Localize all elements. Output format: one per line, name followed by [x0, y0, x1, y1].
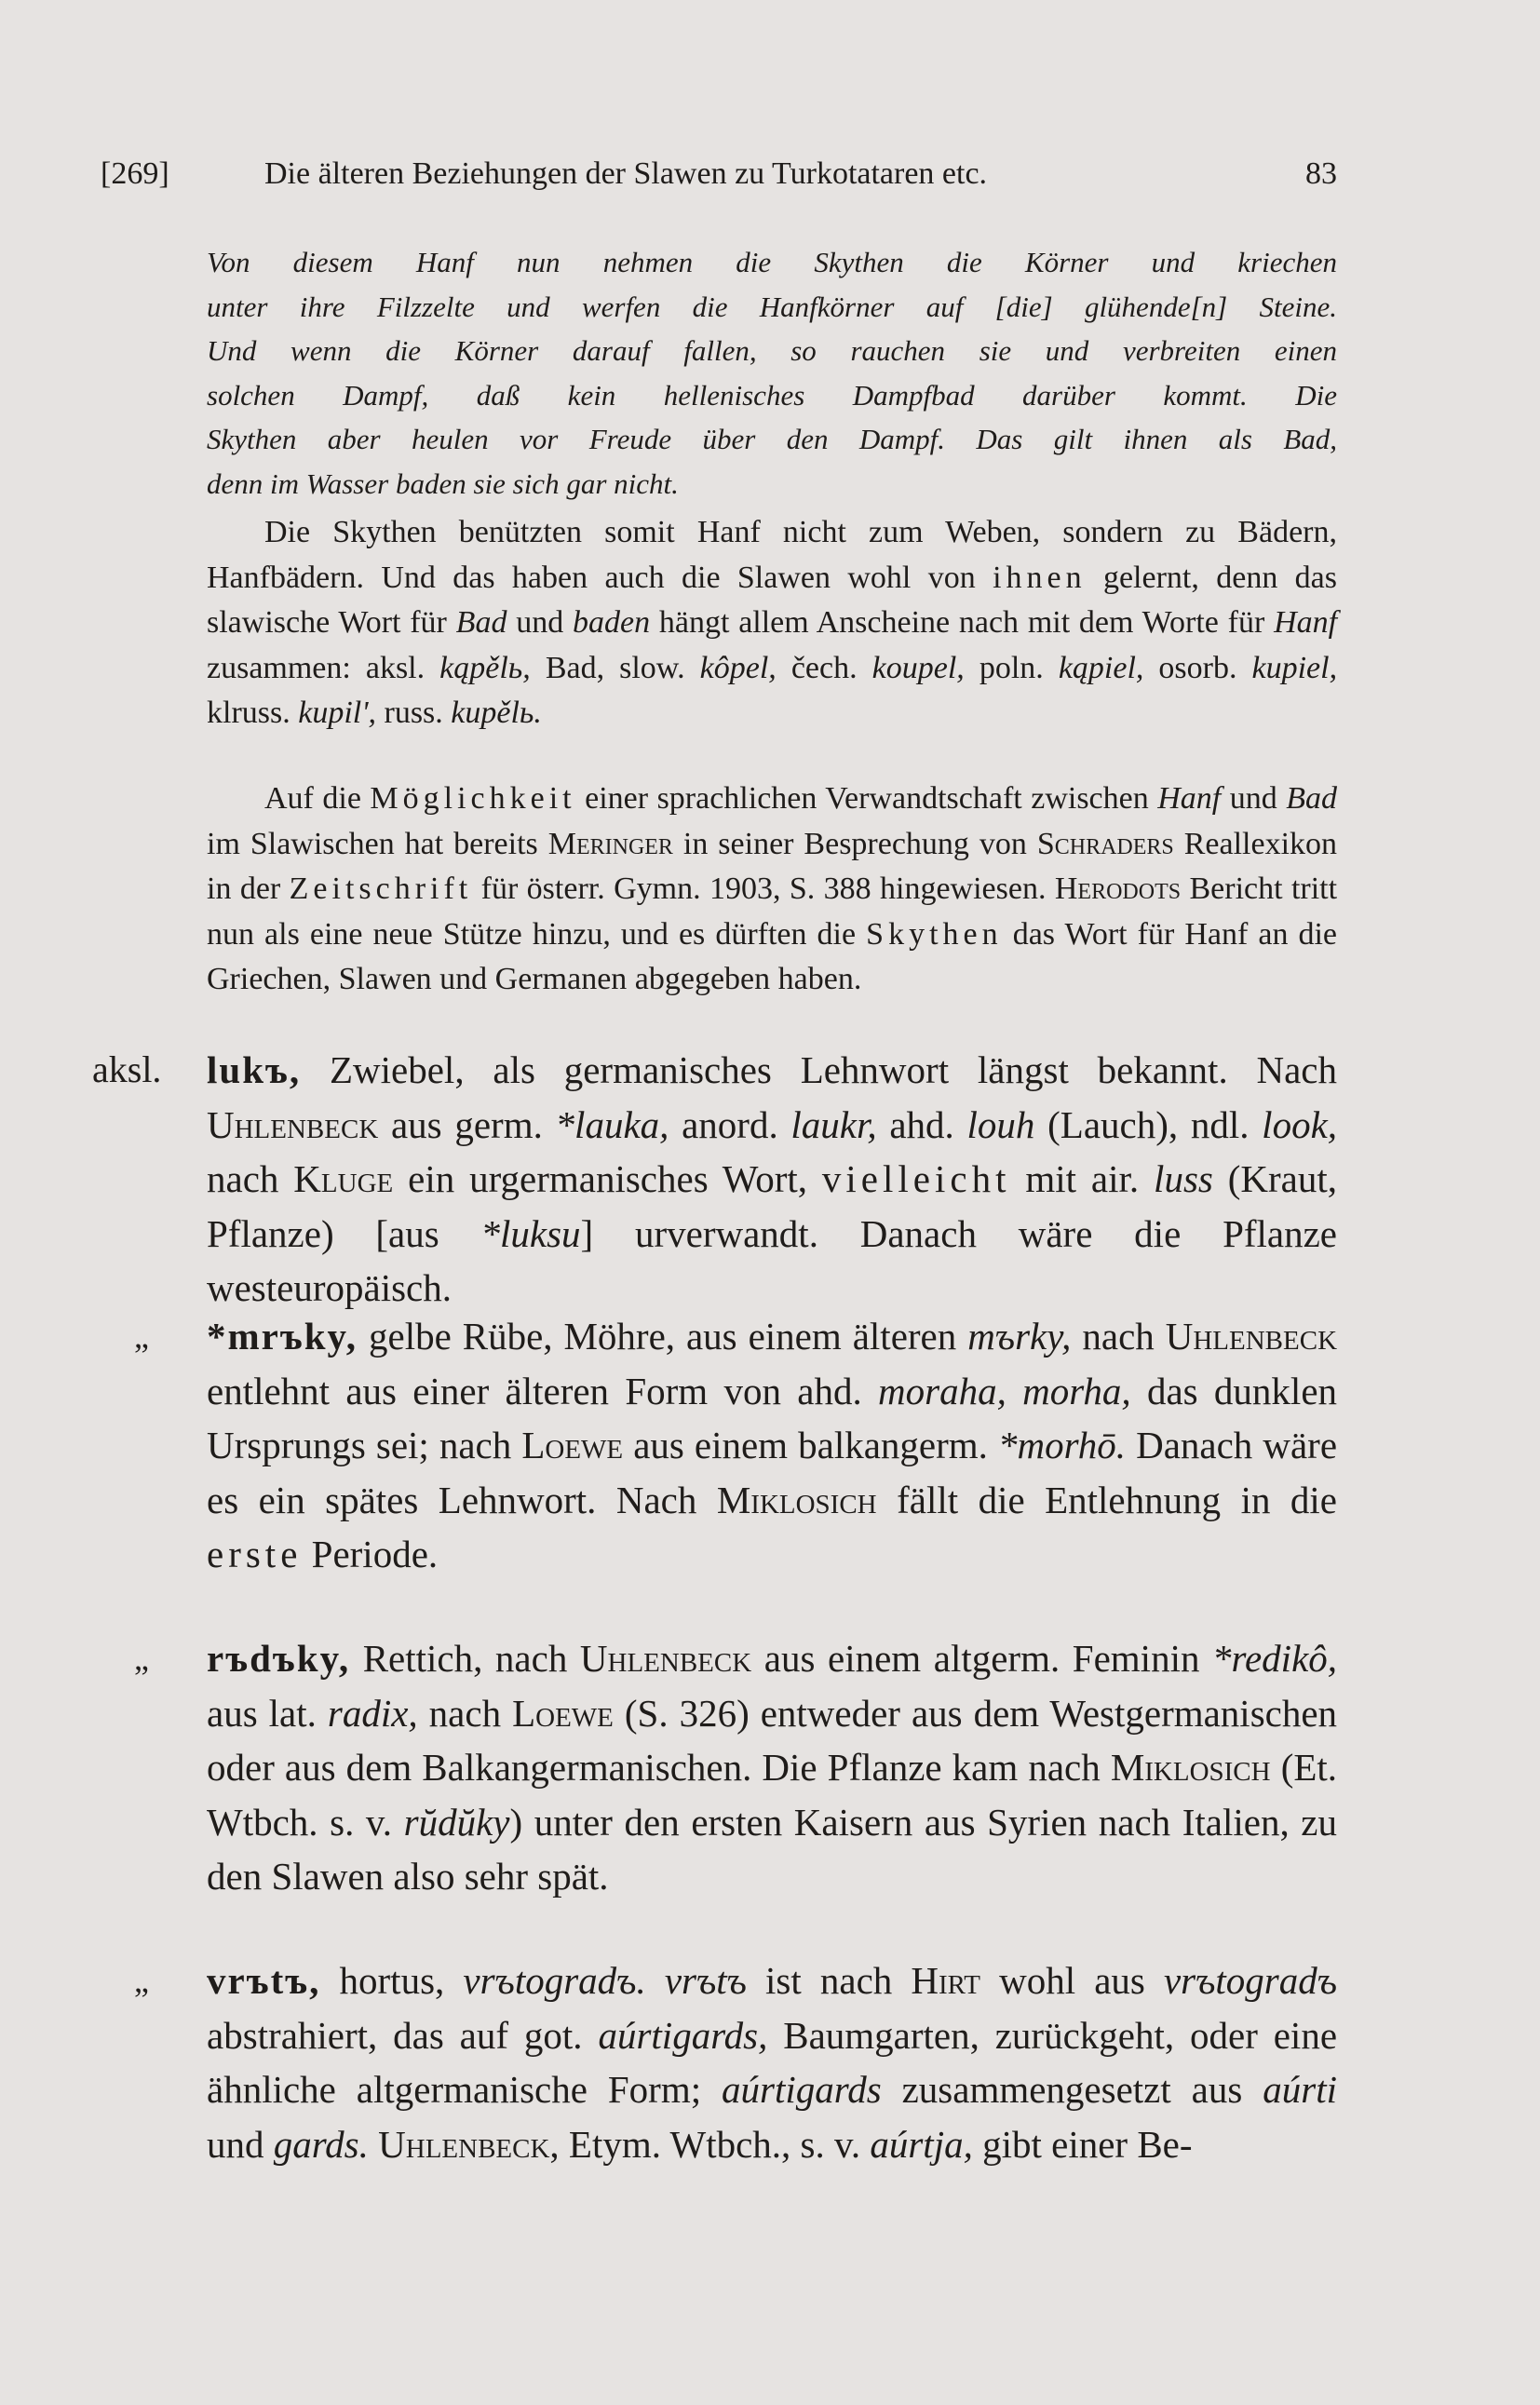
author-name: Uhlenbeck, [378, 2122, 560, 2166]
word-form: Hanf [1157, 781, 1222, 816]
quote-line: Und wenn die Körner darauf fallen, so rauchen sie und verbreiten einen [207, 334, 1337, 368]
ditto-mark: „ [134, 1962, 149, 1999]
quote-line: Von diesem Hanf nun nehmen die Skythen die Körner und kriechen [207, 246, 1337, 278]
running-header [101, 156, 1337, 203]
author-name: Loewe [512, 1691, 614, 1735]
author-name: Uhlenbeck [579, 1637, 752, 1680]
word-form: kąpělь, [439, 650, 531, 685]
author-name: Meringer [547, 826, 673, 861]
word-form: Bad [1286, 781, 1338, 816]
spaced-word: Skythen [866, 916, 1003, 952]
word-form: louh [966, 1102, 1035, 1146]
word-form: mъrky, [967, 1315, 1072, 1358]
author-name: Miklosich [1110, 1746, 1271, 1789]
quote-line: solchen Dampf, daß kein hellenisches Dampfbad darüber kommt. Die [207, 378, 1337, 412]
headword: vrъtъ, [207, 1959, 321, 2002]
word-form: vrъtъ [664, 1959, 747, 2002]
word-form: kupělь. [451, 696, 542, 730]
author-name: Herodots [1054, 871, 1182, 906]
section-number: [269] [101, 156, 169, 191]
author-name: Hirt [911, 1959, 980, 2002]
author-name: Miklosich [716, 1478, 877, 1521]
entry-vrt: „ vrъtъ, hortus, vrъtogradъ. vrъtъ ist nach Hirt wohl aus vrъtogradъ abstrahiert, das auf got. aúrtigards, Baumgarten, zurückgeht, oder eine ähnliche altgermanische Form; aúrtigards zusammengesetzt aus aúrti und gards. Uhlenbeck, Etym. Wtbch., s. v. aúrtja, gibt einer Be- [207, 1953, 1337, 2171]
word-form: luss [1154, 1157, 1213, 1200]
word-form: *redikô, [1212, 1637, 1338, 1680]
quote-line: denn im Wasser baden sie sich gar nicht. [207, 466, 679, 500]
word-form: gards. [273, 2122, 369, 2166]
spaced-word: erste [207, 1533, 303, 1575]
word-form: *luksu [480, 1211, 581, 1255]
headword: rъdъky, [207, 1637, 351, 1680]
author-name: Loewe [521, 1424, 624, 1466]
paragraph-skythen-hemp: Die Skythen benützten somit Hanf nicht zum Weben, sondern zu Bädern, Hanfbädern. Und das haben auch die Slawen wohl von ihnen gelernt, denn das slawische Wort für Bad und baden hängt allem Anscheine nach mit dem Worte für Hanf zusammen: aksl. kąpělь, Bad, slow. kôpel, čech. koupel, poln. kąpiel, osorb. kupiel, klruss. kupil', russ. kupělь. [207, 515, 1338, 730]
word-form: kąpiel, [1058, 650, 1144, 685]
word-form: koupel, [871, 650, 965, 685]
entry-mrky: „ *mrъky, gelbe Rübe, Möhre, aus einem älteren mъrky, nach Uhlenbeck entlehnt aus einer älteren Form von ahd. moraha, morha, das dunklen Ursprungs sei; nach Loewe aus einem balkangerm. *morhō. Danach wäre es ein spätes Lehnwort. Nach Miklosich fällt die Entlehnung in die erste Periode. [207, 1309, 1337, 1582]
language-marker: aksl. [92, 1048, 162, 1090]
word-form: rŭdŭky [403, 1800, 510, 1844]
word-form: aúrtigards, [598, 2013, 768, 2057]
author-name: Uhlenbeck [1165, 1315, 1338, 1358]
ditto-mark: „ [134, 1640, 149, 1677]
word-form: baden [573, 605, 651, 640]
author-name: Uhlenbeck [207, 1102, 379, 1146]
word-form: kupiel, [1251, 650, 1338, 685]
word-form: vrъtogradъ [1163, 1959, 1338, 2002]
word-form: aúrtigards [722, 2068, 882, 2111]
word-form: laukr, [790, 1102, 877, 1146]
word-form: kupil', [298, 696, 376, 730]
author-name: Kluge [293, 1157, 394, 1200]
word-form: aúrtja, [870, 2122, 973, 2166]
word-form: vrъtogradъ. [463, 1959, 646, 2002]
spaced-word: Möglichkeit [370, 781, 576, 816]
spaced-word: vielleicht [821, 1157, 1011, 1200]
entry-rdky: „ rъdъky, Rettich, nach Uhlenbeck aus einem altgerm. Feminin *redikô, aus lat. radix, nach Loewe (S. 326) entweder aus dem Westgermanischen oder aus dem Balkangermanischen. Die Pflanze kam nach Miklosich (Et. Wtbch. s. v. rŭdŭky) unter den ersten Kaisern aus Syrien nach Italien, zu den Slawen also sehr spät. [207, 1631, 1337, 1904]
word-form: moraha, morha, [878, 1369, 1131, 1412]
spaced-word: Zeitschrift [289, 871, 473, 906]
page-number: 83 [1305, 156, 1337, 191]
author-name: Schraders [1036, 826, 1174, 861]
quote-line: Skythen aber heulen vor Freude über den Dampf. Das gilt ihnen als Bad, [207, 423, 1337, 456]
paragraph-meringer: Auf die Möglichkeit einer sprachlichen Verwandtschaft zwischen Hanf und Bad im Slawischen hat bereits Meringer in seiner Besprechung von Schraders Reallexikon in der Zeitschrift für österr. Gymn. 1903, S. 388 hingewiesen. Herodots Bericht tritt nun als eine neue Stütze hinzu, und es dürften die Skythen das Wort für Hanf an die Griechen, Slawen und Germanen abgegeben haben. [207, 781, 1338, 996]
word-form: Bad [455, 605, 507, 640]
quote-line: unter ihre Filzzelte und werfen die Hanfkörner auf [die] glühende[n] Steine. [207, 290, 1337, 323]
word-form: Hanf [1274, 605, 1338, 640]
headword: *mrъky, [207, 1315, 358, 1358]
entry-luk: aksl. lukъ, Zwiebel, als germanisches Lehnwort längst bekannt. Nach Uhlenbeck aus germ. *lauka, anord. laukr, ahd. louh (Lauch), ndl. look, nach Kluge ein urgermanisches Wort, vielleicht mit air. luss (Kraut, Pflanze) [aus *luksu] urverwandt. Danach wäre die Pflanze westeuropäisch. [207, 1043, 1337, 1316]
word-form: look, [1262, 1102, 1338, 1146]
word-form: *lauka, [555, 1102, 669, 1146]
word-form: radix, [327, 1691, 418, 1735]
running-title: Die älteren Beziehungen der Slawen zu Turkotataren etc. [264, 156, 988, 191]
herodotus-quotation [207, 240, 1337, 507]
word-form: kôpel, [699, 650, 777, 685]
word-form: *morhō. [997, 1424, 1127, 1466]
spaced-word: ihnen [993, 560, 1087, 595]
headword: lukъ, [207, 1048, 302, 1091]
ditto-mark: „ [134, 1317, 149, 1355]
word-form: aúrti [1263, 2068, 1337, 2111]
